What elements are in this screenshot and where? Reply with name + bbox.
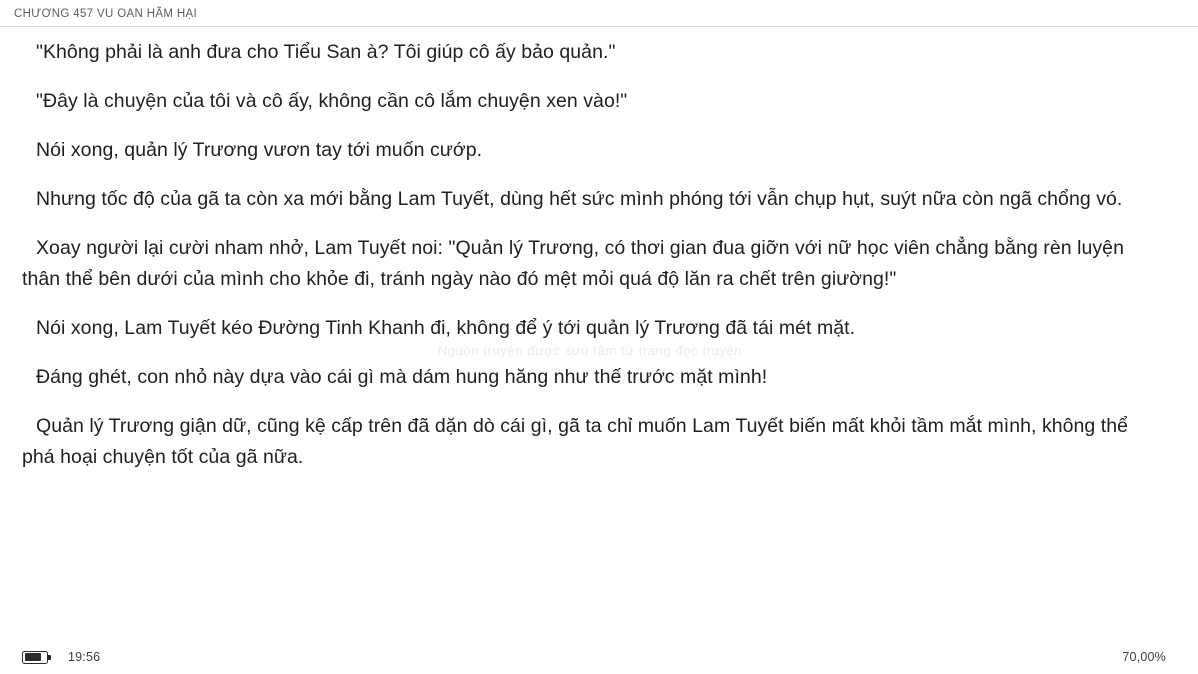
- chapter-title: CHƯƠNG 457 VU OAN HÃM HẠI: [14, 8, 198, 20]
- chapter-content[interactable]: [0, 27, 1198, 640]
- clock-label: 19:56: [68, 650, 101, 664]
- paragraph: Xoay người lại cười nham nhở, Lam Tuyết noi: "Quản lý Trương, có thơi gian đua giỡn với nữ học viên chẳng bằng rèn luyện thân thể bên dưới của mình cho khỏe đi, tránh ngày nào đó mệt mỏi quá độ lăn ra chết trên giường!": [22, 237, 1124, 290]
- paragraph: Quản lý Trương giận dữ, cũng kệ cấp trên đã dặn dò cái gì, gã ta chỉ muốn Lam Tuyết biến mất khỏi tầm mắt mình, không thể phá hoại chuyện tốt của gã nữa.: [22, 415, 1129, 468]
- paragraph: Nhưng tốc độ của gã ta còn xa mới bằng Lam Tuyết, dùng hết sức mình phóng tới vẫn chụp hụt, suýt nữa còn ngã chổng vó.: [36, 188, 1123, 210]
- paragraph: "Không phải là anh đưa cho Tiểu San à? Tôi giúp cô ấy bảo quản.": [36, 41, 616, 63]
- paragraph: Đáng ghét, con nhỏ này dựa vào cái gì mà dám hung hăng như thế trước mặt mình!: [36, 366, 768, 388]
- battery-icon: [22, 651, 48, 664]
- battery-fill: [25, 653, 42, 661]
- watermark-text: Nguồn truyện được sưu tầm từ trang đọc truyện: [437, 343, 743, 358]
- reading-progress-label: 70,00%: [1122, 650, 1166, 664]
- paragraph: Nói xong, quản lý Trương vươn tay tới muốn cướp.: [36, 139, 483, 161]
- chapter-header: [0, 0, 1198, 27]
- paragraph: "Đây là chuyện của tôi và cô ấy, không cần cô lắm chuyện xen vào!": [36, 90, 628, 112]
- paragraph: Nói xong, Lam Tuyết kéo Đường Tinh Khanh đi, không để ý tới quản lý Trương đã tái mét mặt.: [36, 317, 856, 339]
- status-bar: [0, 640, 1198, 674]
